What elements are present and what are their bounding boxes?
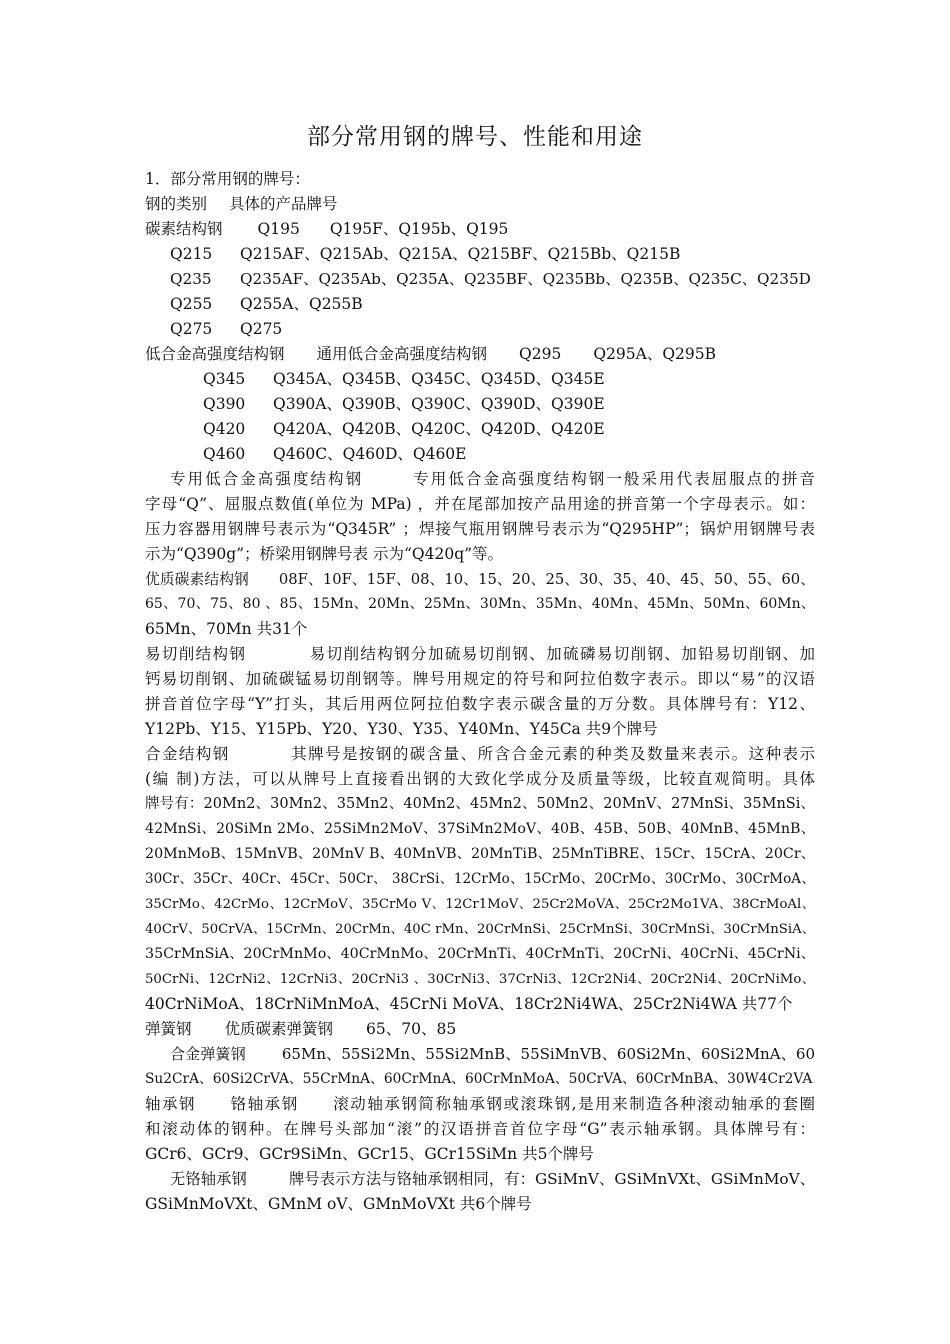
subcategory-label: 合金弹簧钢: [170, 1045, 246, 1063]
paragraph-line: 合金结构钢 其牌号是按钢的碳含量、所含合金元素的种类及数量来表示。这种表示: [145, 745, 815, 763]
carbon-row-first: [145, 217, 815, 242]
paragraph-line: Y12Pb、Y15、Y15Pb、Y20、Y30、Y35、Y40Mn、Y45Ca 共9个牌号: [145, 720, 658, 738]
carbon-row: [145, 292, 815, 317]
grade-items: Q295A、Q295B: [593, 345, 716, 363]
subcategory-label: 优质碳素弹簧钢: [224, 1020, 334, 1038]
grade-name: Q390: [203, 395, 246, 413]
subcategory-label: 通用低合金高强度结构钢: [316, 345, 488, 363]
paragraph-line: 拼音首位字母“Y”打头，其后用两位阿拉伯数字表示碳含量的万分数。具体牌号有：Y12、: [145, 695, 815, 713]
carbon-row: [145, 317, 815, 342]
paragraph-line: 42MnSi、20SiMn 2Mo、25SiMn2MoV、37SiMn2MoV、40B、45B、50B、40MnB、45MnB、: [145, 821, 815, 837]
paragraph-line: 40CrV、50CrVA、15CrMn、20CrMn、40C rMn、20CrMnSi、25CrMnSi、30CrMnSi、30CrMnSiA、: [145, 922, 815, 937]
header-row: [145, 192, 815, 217]
lowalloy-row: [145, 392, 815, 417]
grade-name: Q295: [519, 345, 562, 363]
grade-items: Q215AF、Q215Ab、Q215A、Q215BF、Q215Bb、Q215B: [240, 245, 681, 263]
grade-name: Q345: [203, 370, 246, 388]
paragraph-line: 35CrMo、42CrMo、12CrMoV、35CrMo V、12Cr1MoV、25Cr2MoVA、25Cr2Mo1VA、38CrMoAl、: [145, 897, 815, 912]
header-col-category: 钢的类别: [145, 195, 208, 213]
paragraph-line: 65Mn、70Mn 共31个: [145, 620, 308, 638]
grade-name: Q215: [170, 245, 213, 263]
grade-items: Q275: [240, 320, 283, 338]
paragraph-line: (编 制)方法，可以从牌号上直接看出钢的大致化学成分及质量等级，比较直观简明。具体: [145, 770, 815, 788]
category-label: 轴承钢: [145, 1095, 197, 1113]
grade-name: Q460: [203, 445, 246, 463]
carbon-row: [145, 242, 815, 267]
paragraph-line: 20MnMoB、15MnVB、20MnV B、40MnVB、20MnTiB、25MnTiBRE、15Cr、15CrA、20Cr、: [145, 846, 815, 862]
grade-name: Q275: [170, 320, 213, 338]
subcategory-label: 无铬轴承钢: [170, 1170, 247, 1188]
paragraph-line: 和滚动体的钢种。在牌号头部加“滚”的汉语拼音首位字母“G”表示轴承钢。具体牌号有：: [145, 1120, 815, 1138]
paragraph-line: 30Cr、35Cr、40Cr、45Cr、50Cr、 38CrSi、12CrMo、15CrMo、20CrMo、30CrMo、30CrMoA、: [145, 871, 815, 887]
carbon-row: [145, 267, 815, 292]
paragraph-line: 优质碳素结构钢 08F、10F、15F、08、10、15、20、25、30、35、40、45、50、55、60、: [145, 571, 815, 588]
paragraph-line: GCr6、GCr9、GCr9SiMn、GCr15、GCr15SiMn 共5个牌号: [145, 1145, 594, 1163]
category-label: 碳素结构钢: [145, 220, 223, 238]
paragraph-line: 35CrMnSiA、20CrMnMo、40CrMnMo、20CrMnTi、40CrMnTi、20CrNi、40CrNi、45CrNi、: [145, 946, 815, 962]
paragraph-line: 示为“Q390g”；桥梁用钢牌号表 示为“Q420q”等。: [145, 545, 504, 563]
category-label: 合金结构钢: [145, 745, 230, 763]
grade-items: Q420A、Q420B、Q420C、Q420D、Q420E: [273, 420, 605, 438]
paragraph-line: GSiMnMoVXt、GMnM oV、GMnMoVXt 共6个牌号: [145, 1195, 532, 1213]
lowalloy-row: [145, 442, 815, 467]
paragraph-line: 40CrNiMoA、18CrNiMnMoA、45CrNi MoVA、18Cr2Ni4WA、25Cr2Ni4WA 共77个: [145, 995, 793, 1013]
lowalloy-row: [145, 367, 815, 392]
grade-items: Q390A、Q390B、Q390C、Q390D、Q390E: [273, 395, 605, 413]
grade-name: Q255: [170, 295, 213, 313]
section-heading: 1．部分常用钢的牌号：: [145, 170, 310, 188]
paragraph-line: 专用低合金高强度结构钢 专用低合金高强度结构钢一般采用代表屈服点的拼音: [170, 470, 815, 488]
paragraph-line: 牌号有：20Mn2、30Mn2、35Mn2、40Mn2、45Mn2、50Mn2、20MnV、27MnSi、35MnSi、: [145, 796, 815, 812]
category-label: 优质碳素结构钢: [145, 571, 249, 588]
grade-name: Q195: [257, 220, 300, 238]
grade-items: Q460C、Q460D、Q460E: [273, 445, 467, 463]
grade-items: Q195F、Q195b、Q195: [329, 220, 509, 238]
paragraph-line: Su2CrA、60Si2CrVA、55CrMnA、60CrMnA、60CrMnMoA、50CrVA、60CrMnBA、30W4Cr2VA: [145, 1071, 813, 1087]
header-col-grades: 具体的产品牌号: [229, 195, 338, 213]
grade-items: Q345A、Q345B、Q345C、Q345D、Q345E: [273, 370, 605, 388]
paragraph-line: 字母“Q”、屈服点数值(单位为 MPa) ，并在尾部加按产品用途的拼音第一个字母表示。如：: [145, 495, 815, 513]
document-body: [145, 167, 815, 1217]
subcategory-label: 铬轴承钢: [229, 1095, 299, 1113]
grade-items: 65、70、85: [366, 1020, 457, 1038]
paragraph-line: 合金弹簧钢 65Mn、55Si2Mn、55Si2MnB、55SiMnVB、60Si2Mn、60Si2MnA、60: [170, 1045, 815, 1063]
page-title: 部分常用钢的牌号、性能和用途: [307, 124, 643, 150]
lowalloy-row-first: [145, 342, 815, 367]
paragraph-line: 65、70、75、80 、85、15Mn、20Mn、25Mn、30Mn、35Mn、40Mn、45Mn、50Mn、60Mn、: [145, 596, 815, 612]
paragraph-line: 钙易切削钢、加硫碳锰易切削钢等。牌号用规定的符号和阿拉伯数字表示。即以“易”的汉语: [145, 670, 815, 688]
spring-row: [145, 1017, 815, 1042]
paragraph-line: 无铬轴承钢 牌号表示方法与铬轴承钢相同，有：GSiMnV、GSiMnVXt、GSiMnMoV、: [170, 1170, 815, 1188]
grade-items: Q255A、Q255B: [240, 295, 363, 313]
category-label: 专用低合金高强度结构钢: [170, 470, 364, 488]
grade-items: Q235AF、Q235Ab、Q235A、Q235BF、Q235Bb、Q235B、Q235C、Q235D: [240, 270, 811, 288]
paragraph-line: 轴承钢 铬轴承钢 滚动轴承钢简称轴承钢或滚珠钢,是用来制造各种滚动轴承的套圈: [145, 1095, 815, 1113]
category-label: 低合金高强度结构钢: [145, 345, 285, 363]
category-label: 弹簧钢: [145, 1020, 192, 1038]
category-label: 易切削结构钢: [145, 645, 247, 663]
paragraph-line: 50CrNi、12CrNi2、12CrNi3、20CrNi3 、30CrNi3、37CrNi3、12Cr2Ni4、20Cr2Ni4、20CrNiMo、: [145, 972, 815, 987]
paragraph-line: 易切削结构钢 易切削结构钢分加硫易切削钢、加硫磷易切削钢、加铅易切削钢、加: [145, 645, 815, 663]
lowalloy-row: [145, 417, 815, 442]
grade-name: Q420: [203, 420, 246, 438]
grade-name: Q235: [170, 270, 212, 288]
paragraph-line: 压力容器用钢牌号表示为“Q345R” ；焊接气瓶用钢牌号表示为“Q295HP”；锅炉用钢牌号表: [145, 520, 815, 538]
